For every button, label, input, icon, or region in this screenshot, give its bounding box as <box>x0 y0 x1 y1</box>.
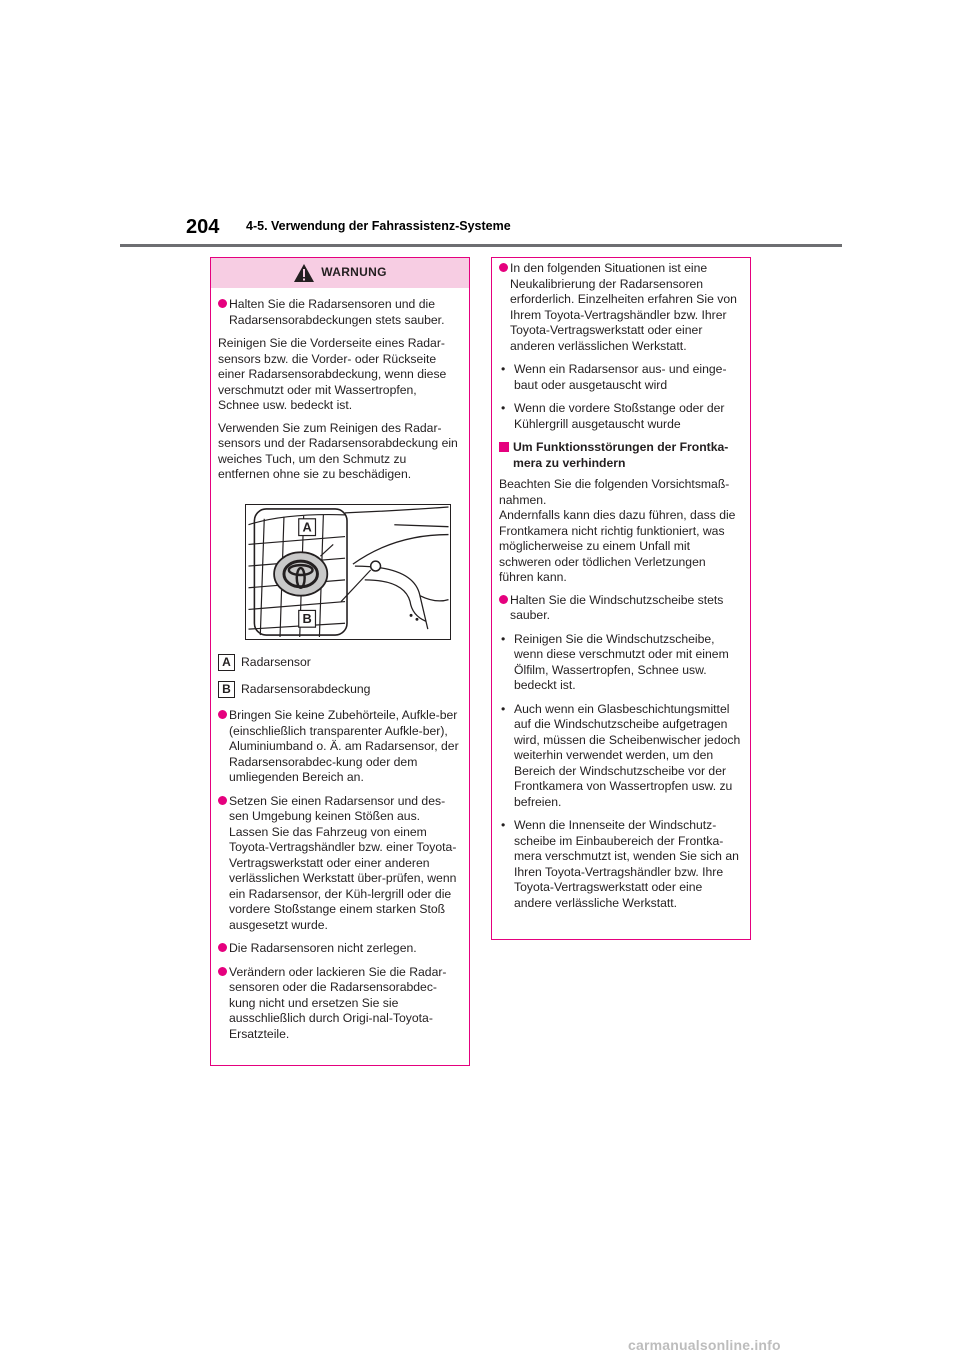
windshield-sub-clean: • Reinigen Sie die Windschutzscheibe, wenn diese verschmutzt oder mit einem Ölfilm, Wassertropfen, Schnee usw. bedeckt ist. <box>501 632 741 694</box>
warning-box <box>210 257 470 1066</box>
windshield-sub-coating: • Auch wenn ein Glasbeschichtungsmittel auf die Windschutzscheibe aufgetragen wird, müssen die Scheibenwischer jedoch weiterhin verwendet werden, um den Bereich der Windschutzscheibe vor der Frontkamera von Wassertropfen usw. zu befreien. <box>501 702 741 811</box>
warning-item-clean: Halten Sie die Radarsensoren und die Radarsensorabdeckungen stets sauber. <box>218 297 460 328</box>
warning-item-modify: Verändern oder lackieren Sie die Radar-sensoren oder die Radarsensorabdec-kung nicht und ersetzen Sie sie ausschließlich durch Origi-nal-Toyota-Ersatzteile. <box>218 965 460 1043</box>
windshield-sub-inside: • Wenn die Innenseite der Windschutz-scheibe im Einbaubereich der Frontka-mera verschmutzt ist, wenden Sie sich an Ihren Toyota-Vertragshändler bzw. Ihre Toyota-Vertragswerkstatt oder eine andere verlässliche Werkstatt. <box>501 818 741 911</box>
legend-letter-a: A <box>218 654 235 671</box>
warning-header <box>211 258 469 288</box>
warning-triangle-icon <box>293 263 315 283</box>
legend-item-b <box>218 681 460 698</box>
consequences-paragraph: Andernfalls kann dies dazu führen, dass die Frontkamera nicht richtig funktioniert, was möglicherweise zu einem Unfall mit schweren oder tödlichen Verletzungen führen kann. <box>499 508 736 584</box>
precautions-paragraph: Beachten Sie die folgenden Vorsichtsmaß-nahmen. <box>499 477 730 507</box>
figure-label-a: A <box>302 519 312 535</box>
cleaning-paragraph: Reinigen Sie die Vorderseite eines Radar-sensors bzw. die Vorder- oder Rückseite einer Radarsensorabdeckung, wenn diese verschmutzt oder mit Wassertropfen, Schnee usw. bedeckt ist. <box>218 336 447 412</box>
legend-text-b: Radarsensorabdeckung <box>241 681 371 696</box>
cloth-paragraph: Verwenden Sie zum Reinigen des Radar-sensors und der Radarsensorabdeckung ein weiches Tuch, um den Schmutz zu entfernen ohne sie zu beschädigen. <box>218 420 458 481</box>
camera-heading: Um Funktionsstörungen der Frontka-mera zu verhindern <box>499 440 741 471</box>
warning-item-disassemble: Die Radarsensoren nicht zerlegen. <box>218 941 460 957</box>
figure-label-b: B <box>302 610 312 626</box>
watermark: carmanualsonline.info <box>628 1337 781 1353</box>
radar-sensor-illustration <box>245 504 451 640</box>
recalibration-item: In den folgenden Situationen ist eine Neukalibrierung der Radarsensoren erforderlich. Einzelheiten erfahren Sie von Ihrem Toyota-Vertragshändler bzw. Ihrer Toyota-Vertragswerkstatt oder einer anderen verlässlichen Werkstatt. <box>499 261 741 354</box>
recalibration-sub-bumper: • Wenn die vordere Stoßstange oder der Kühlergrill ausgetauscht wurde <box>501 401 741 432</box>
recalibration-sub-sensor: • Wenn ein Radarsensor aus- und einge-baut oder ausgetauscht wird <box>501 362 741 393</box>
page-number: 204 <box>186 216 220 238</box>
legend-item-a <box>218 654 460 671</box>
warning-item-accessories: Bringen Sie keine Zubehörteile, Aufkle-ber (einschließlich transparenter Aufkle-ber), Aluminiumband o. Ä. am Radarsensor, der Radarsensorabdec-kung oder dem umliegenden Bereich an. <box>218 708 460 786</box>
legend-text-a: Radarsensor <box>241 654 311 669</box>
windshield-clean-item: Halten Sie die Windschutzscheibe stets sauber. <box>499 593 741 624</box>
warning-box-continued <box>491 257 751 940</box>
legend-letter-b: B <box>218 681 235 698</box>
header-rule <box>120 244 842 247</box>
warning-item-impacts: Setzen Sie einen Radarsensor und des-sen Umgebung keinen Stößen aus. Lassen Sie das Fahrzeug von einem Toyota-Vertragshändler bzw. einer Toyota-Vertragswerkstatt oder einer anderen verlässlichen Werkstatt über-prüfen, wenn ein Radarsensor, der Küh-lergrill oder die vordere Stoßstange einem starken Stoß ausgesetzt wurde. <box>218 794 460 934</box>
section-title: 4-5. Verwendung der Fahrassistenz-Systeme <box>246 219 511 233</box>
warning-label: WARNUNG <box>321 265 387 280</box>
